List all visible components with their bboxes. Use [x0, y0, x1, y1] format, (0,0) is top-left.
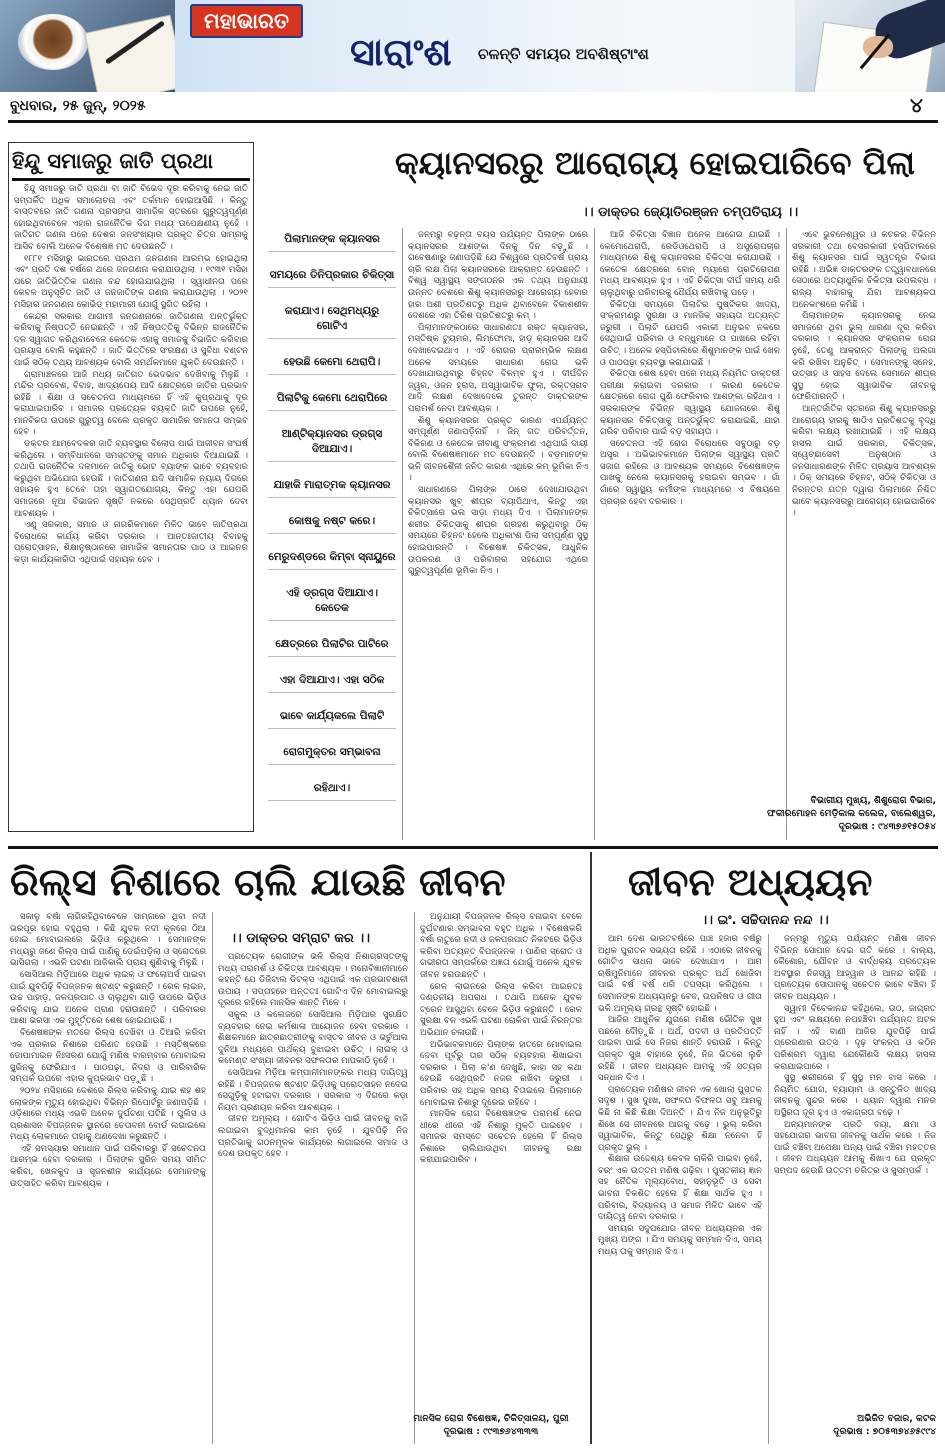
paragraph: ସଚେତନତା ଏହି ରୋଗ ବିରୋଧରେ ସବୁଠାରୁ ବଡ଼ ଅସ୍ତ୍ର । ଅଭିଭାବକମାନେ ପିଲାଙ୍କ ସ୍ୱାସ୍ଥ୍ୟ ପ୍ରତି ସଜାଗ ରହିଲେ ଓ ଆବଶ୍ୟକ ସମୟରେ ବିଶେଷଜ୍ଞଙ୍କ ପାଖକୁ ନେଲେ କ୍ୟାନସରକୁ ହରାଇବା ସମ୍ଭବ । ଗାଁ ଗାଁରେ ସ୍ୱାସ୍ଥ୍ୟ କର୍ମୀଙ୍କ ମାଧ୍ୟମରେ ଏ ବିଷୟରେ ପ୍ରଚାର ହେବା ଦରକାର ।	[600, 438, 780, 507]
pull-quote-line: ରୋଗମୁକ୍ତର ସମ୍ଭାବନା	[268, 741, 396, 765]
article-cancer-byline: ।। ଡାକ୍ତର ଜ୍ୟୋତିରଞ୍ଜନ ଚମ୍ପତିରାୟ ।।	[581, 205, 799, 220]
article-cancer-signature	[640, 794, 936, 833]
article-drugs-signature	[400, 1412, 582, 1438]
signature-line: ଫକୀରମୋହନ ମେଡ଼ିକାଲ କଲେଜ, ବାଲେଶ୍ୱର,	[767, 808, 936, 819]
paragraph: ୨୦୨୪ ମସିହାରେ ଦେଶରେ ରିଲ୍ସ କରିବାକୁ ଯାଇ ଶହ ଶହ ଲୋକଙ୍କ ମୃତ୍ୟୁ ହୋଇଥିବା ବିଭିନ୍ନ ରିପୋର୍ଟରୁ ଜଣାପଡ଼ିଛି । ଓଡ଼ିଶାରେ ମଧ୍ୟ ଏଭଳି ଅନେକ ଦୁର୍ଘଟଣା ଘଟିଛି । ପୁଲିସ ଓ ପ୍ରଶାସନ ବିପଜ୍ଜନକ ସ୍ଥାନରେ ଚେତାବନୀ ବୋର୍ଡ ଲଗାଇଲେ ମଧ୍ୟ ଲୋକମାନେ ତାହାକୁ ଅଣଦେଖା କରୁଛନ୍ତି ।	[10, 1085, 206, 1143]
paragraph: ଶିଶୁ କ୍ୟାନସରର ପ୍ରକୃତ କାରଣ ଏପର୍ଯ୍ୟନ୍ତ ସମ୍ପୂର୍ଣ୍ଣ ଜଣାପଡ଼ିନାହିଁ । ଜିନ୍ ଗତ ପରିବର୍ତ୍ତନ, ବିକିରଣ ଓ କେତେକ ଜୀବାଣୁ ସଂକ୍ରମଣ ଏଥିପାଇଁ ଦାୟୀ ବୋଲି ବିଶେଷଜ୍ଞମାନେ ମତ ଦେଉଛନ୍ତି । ବଡ଼ମାନଙ୍କ ଭଳି ଜୀବନଶୈଳୀ ଜନିତ କାରଣ ଏଥିରେ କମ୍ ଭୂମିକା ନିଏ ।	[408, 415, 588, 484]
column-divider	[212, 912, 213, 1444]
page-number: ୪	[910, 93, 923, 117]
paragraph: ସୋସିଆଲ ମିଡ଼ିଆ କମ୍ପାନୀମାନଙ୍କର ମଧ୍ୟ ଦାୟିତ୍ୱ ରହିଛି । ବିପଜ୍ଜନକ ଷ୍ଟଣ୍ଟ ଭିଡ଼ିଓକୁ ପ୍ରୋତ୍ସାହନ ନଦେଇ ସେଗୁଡ଼ିକୁ ହଟାଇବା ଦରକାର । ସରକାର ଏ ଦିଗରେ କଡ଼ା ନିୟମ ପ୍ରଣୟନ କରିବା ଆବଶ୍ୟକ ।	[218, 1067, 408, 1113]
paragraph: ଅନ୍ୟମାନଙ୍କ ପ୍ରତି ଦୟା, କ୍ଷମା ଓ ସହଯୋଗର ଭାବନା ଜୀବନକୁ ସାର୍ଥକ କରେ । ନିଜ ପାଇଁ ବଞ୍ଚିବା ଅପେକ୍ଷା ଅନ୍ୟ ପାଇଁ ବଞ୍ଚିବା ମହତ୍ତର । ଜୀବନ ଅଧ୍ୟୟନ ଆମକୁ ଶିଖାଏ ଯେ ପ୍ରକୃତ ସମ୍ପଦ ହେଉଛି ଉତ୍ତମ ଚରିତ୍ର ଓ ସୁସମ୍ପର୍କ ।	[774, 1119, 936, 1176]
article-cancer-col3	[792, 230, 936, 790]
paragraph: ସ୍ୱାମୀ ବିବେକାନନ୍ଦ କହିଥିଲେ, ଉଠ, ଜାଗ୍ରତ ହୁଅ ଏବଂ ଲକ୍ଷ୍ୟରେ ନପହଞ୍ଚିବା ପର୍ଯ୍ୟନ୍ତ ଅଟକ ନାହିଁ । ଏହି ବାଣୀ ଆଜିର ଯୁବପିଢ଼ି ପାଇଁ ପ୍ରେରଣାର ଉତ୍ସ । ଦୃଢ଼ ସଂକଳ୍ପ ଓ କଠିନ ପରିଶ୍ରମ ଦ୍ୱାରା ଯେକୌଣସି ଲକ୍ଷ୍ୟ ହାସଲ କରାଯାଇପାରେ ।	[774, 1003, 936, 1072]
paragraph: ୧୮୮୧ ମସିହାରୁ ଭାରତରେ ପ୍ରଥମ ଜନଗଣନା ଆରମ୍ଭ ହୋଇଥିଲା ଏବଂ ପ୍ରତି ଦଶ ବର୍ଷରେ ଥରେ ଜନଗଣନା କରାଯାଉଥିଲା । ୧୯୩୧ ମସିହା ପରେ ଜାତିଭିତ୍ତିକ ଗଣନା ବନ୍ଦ ହୋଇଯାଇଥିଲା । ସ୍ୱାଧୀନତା ପରେ କେବଳ ଅନୁସୂଚିତ ଜାତି ଓ ଜନଜାତିଙ୍କ ଗଣନା କରାଯାଉଥିଲା । ୨୦୨୧ ମସିହାର ଜନଗଣନା କୋଭିଡ୍ ମହାମାରୀ ଯୋଗୁଁ ସ୍ଥଗିତ ରହିଲା ।	[14, 253, 248, 310]
article-left-headline: ହିନ୍ଦୁ ସମାଜରୁ ଜାତି ପ୍ରଥା	[12, 148, 214, 173]
paragraph: ସମୟର ସଦୁପଯୋଗ ଜୀବନ ଅଧ୍ୟୟନର ଏକ ମୁଖ୍ୟ ଅଙ୍ଗ । ଯିଏ ସମୟକୁ ସମ୍ମାନ ଦିଏ, ସମୟ ମଧ୍ୟ ତାକୁ ସମ୍ମାନ ଦିଏ ।	[598, 1223, 762, 1258]
signature-line: ବିଭାଗୀୟ ମୁଖ୍ୟ, ଶିଶୁରୋଗ ବିଭାଗ,	[810, 795, 936, 806]
paragraph: ସାଧାରଣରେ ପିଲାଙ୍କ ଠାରେ ଦେଖାଯାଉଥିବା କ୍ୟାନସର ଖୁବ୍ ଶୀଘ୍ର ବ୍ୟାପିଥାଏ, କିନ୍ତୁ ଏହା ଚିକିତ୍ସାରେ ଭଲ ସାଡ଼ା ମଧ୍ୟ ଦିଏ । ପିଲାମାନଙ୍କ ଶରୀର ଚିକିତ୍ସାକୁ ଶୀଘ୍ର ଗ୍ରହଣ କରୁଥିବାରୁ ଠିକ୍ ସମୟରେ ଚିହ୍ନଟ ହେଲେ ଅଧିକାଂଶ ପିଲା ସମ୍ପୂର୍ଣ୍ଣ ସୁସ୍ଥ ହୋଇପାରନ୍ତି । ବିଶେଷଜ୍ଞ ଚିକିତ୍ସକ, ଆଧୁନିକ ଉପକରଣ ଓ ପରିବାରର ସହଯୋଗ ଏଥିରେ ଗୁରୁତ୍ୱପୂର୍ଣ୍ଣ ଭୂମିକା ନିଏ ।	[408, 485, 588, 577]
pull-quote-line: ପିଲାମାନଙ୍କ କ୍ୟାନସର	[268, 228, 396, 252]
pull-quote-line: ରହିଥାଏ।	[268, 777, 396, 801]
paragraph: ଡକ୍ଟର ଆମ୍ବେଦକର ଜାତି ବ୍ୟବସ୍ଥାର ବିଲୋପ ପାଇଁ ଆଜୀବନ ସଂଘର୍ଷ କରିଥିଲେ । ସମ୍ବିଧାନରେ ସମସ୍ତଙ୍କୁ ସମାନ ଅଧିକାର ଦିଆଯାଇଛି । ତଥାପି ରାଜନୈତିକ ଦଳମାନେ ଜାତିକୁ ଭୋଟ ବ୍ୟାଙ୍କ ଭାବେ ବ୍ୟବହାର କରୁଥିବା ଅଭିଯୋଗ ହେଉଛି । ଜାତିଗଣନା ଯଦି ସାମାଜିକ ନ୍ୟାୟ ଦିଗରେ ସହାୟକ ହୁଏ ତେବେ ତାହା ସ୍ୱାଗତଯୋଗ୍ୟ, କିନ୍ତୁ ଏହା ଯେପରି ସମାଜରେ ନୂଆ ବିଭାଜନ ସୃଷ୍ଟି ନକରେ ସେଥିପ୍ରତି ଧ୍ୟାନ ଦେବା ଆବଶ୍ୟକ ।	[14, 439, 248, 519]
paragraph: ହିନ୍ଦୁ ସମାଜରୁ ଜାତି ପ୍ରଥା ବା ଜାତି ବିଭେଦ ଦୂର କରିବାକୁ ନେଇ ଜାତି ସମ୍ପର୍କିତ ଅଧିକ ସମାଲୋଚନା ଏବଂ ତର୍କମାନ ହୋଇଆସିଛି । କିନ୍ତୁ ବାସ୍ତବରେ ଜାତି ଗଣନା ପ୍ରସଙ୍ଗ ସାମାଜିକ ସ୍ତରରେ ଗୁରୁତ୍ୱପୂର୍ଣ୍ଣ ହୋଇଥିବାବେଳେ ଏହାର ରାଜନୈତିକ ଦିଗ ମଧ୍ୟ ଉପେକ୍ଷଣୀୟ ନୁହେଁ । ଜାତିଗତ ଗଣନା ପରେ ଦେଶର ଜନସଂଖ୍ୟାର ପ୍ରକୃତ ଚିତ୍ର ସାମ୍ନାକୁ ଆସିବ ବୋଲି ଅନେକ ବିଶେଷଜ୍ଞ ମତ ଦେଉଛନ୍ତି ।	[14, 184, 248, 252]
paragraph: ସକାଳୁ ବର୍ଷା ଲାଗିରହିଥିବାବେଳେ ସାମ୍ନାରେ ଥିବା ନଦୀ ଭରପୂର ହୋଇ ବହୁଥିଲା । କିଛି ଯୁବକ ନଦୀ କୂଳରେ ଠିଆ ହୋଇ ମୋବାଇଲରେ ଭିଡ଼ିଓ କରୁଥିଲେ । ସେମାନଙ୍କ ମଧ୍ୟରୁ ଜଣେ ରିଲ୍ସ ପାଇଁ ପାଣିକୁ ଡେଇଁପଡ଼ିଲା ଓ ସ୍ରୋତରେ ଭାସିଗଲା । ଏଭଳି ଘଟଣା ଆଜିକାଲି ପ୍ରାୟ ଶୁଣିବାକୁ ମିଳୁଛି ।	[10, 912, 206, 969]
headline-underline	[12, 178, 250, 181]
pull-quote-line: ମେରୁଦଣ୍ଡରେ କିମ୍ବା ସ୍ନାୟୁରେ	[268, 546, 396, 570]
paragraph: ପ୍ରତ୍ୟେକ ମଣିଷର ଜୀବନ ଏକ ଖୋଲା ପୁସ୍ତକ ସଦୃଶ । ସୁଖ ଦୁଃଖ, ସଫଳତା ବିଫଳତା ସବୁ ଆମକୁ କିଛି ନା କିଛି ଶିକ୍ଷା ଦିଅନ୍ତି । ଯିଏ ନିଜ ଅନୁଭୂତିରୁ ଶିଖେ ସେ ଜୀବନରେ ଆଗକୁ ବଢ଼େ । ଭୁଲ୍ କରିବା ସ୍ୱାଭାବିକ, କିନ୍ତୁ ସେଥିରୁ ଶିକ୍ଷା ନନେବା ହିଁ ପ୍ରକୃତ ଭୁଲ୍ ।	[598, 1084, 762, 1153]
signature-line: ଦୂରଭାଷ : ୭୦୫୩୭୪୬୫୯୯୪	[833, 1426, 936, 1437]
article-life-byline: ।। ଇଂ. ସଚ୍ଚିଦାନନ୍ଦ ନନ୍ଦ ।।	[701, 913, 829, 928]
pull-quote-line: ଏହା ଦିଆଯାଏ। ଏହା ସଠିକ	[268, 669, 396, 693]
article-drugs-col1	[10, 912, 206, 1444]
column-divider	[414, 912, 415, 1444]
header-divider	[8, 120, 938, 123]
article-drugs-col3	[420, 912, 582, 1406]
pull-quote-line: ଆଣ୍ଟିକ୍ୟାନସର ଡ୍ରଗ୍ସ ଦିଆଯାଏ।	[268, 423, 396, 462]
article-left-body	[14, 184, 248, 826]
article-cancer-col2	[600, 230, 780, 840]
section-divider	[8, 846, 938, 849]
pull-quote	[268, 228, 396, 813]
paragraph: ବିଶେଷଜ୍ଞଙ୍କ ମତରେ ରିଲ୍ସ ଦେଖିବା ଓ ତିଆରି କରିବା ଏକ ପ୍ରକାର ନିଶାରେ ପରିଣତ ହେଉଛି । ମସ୍ତିଷ୍କରେ ଡୋପାମାଇନ ନିଃସରଣ ଯୋଗୁଁ ମଣିଷ ବାରମ୍ବାର ମୋବାଇଲ ସ୍କ୍ରିନକୁ ଫେରିଯାଏ । ପାଠପଢ଼ା, ନିଦ୍ରା ଓ ପାରିବାରିକ ସମ୍ପର୍କ ଉପରେ ଏହାର କୁପ୍ରଭାବ ପଡ଼ୁଛି ।	[10, 1027, 206, 1085]
coffee-notebook-photo	[0, 0, 175, 92]
paragraph: ଅଭିଭାବକମାନେ ପିଲାଙ୍କ ହାତରେ ମୋବାଇଲ ଦେବା ପୂର୍ବରୁ ତାର ସଠିକ୍ ବ୍ୟବହାର ଶିଖାଇବା ଦରକାର । ପିଲା କ'ଣ ଦେଖୁଛି, କାହା ସହ କଥା ହେଉଛି ସେଥିପ୍ରତି ନଜର ରଖିବା ଜରୁରୀ । ପରିବାର ସହ ଅଧିକ ସମୟ ବିତାଇଲେ ପିଲାମାନେ ମୋବାଇଲ ନିଶାରୁ ଦୂରେଇ ରହିବେ ।	[420, 1039, 582, 1108]
paragraph: ଜୀବନ ଅମୂଲ୍ୟ । ଗୋଟିଏ ଭିଡ଼ିଓ ପାଇଁ ଜୀବନକୁ ବାଜି ଲଗାଇବା ବୁଦ୍ଧିମାନର କାମ ନୁହେଁ । ଯୁବପିଢ଼ି ନିଜ ପ୍ରତିଭାକୁ ଗଠନମୂଳକ କାର୍ଯ୍ୟରେ ଲଗାଇଲେ ସମାଜ ଓ ଦେଶ ଉପକୃତ ହେବ ।	[218, 1114, 408, 1160]
signature-line: ଦୂରଭାଷ : ୯୪୩୭୬୧୫୦୫୪	[838, 821, 936, 832]
pull-quote-line: କୋଷକୁ ନଷ୍ଟ କରେ।	[268, 510, 396, 534]
publication-date: ବୁଧବାର, ୨୫ ଜୁନ୍, ୨୦୨୫	[10, 98, 146, 114]
article-drugs-byline: ।। ଡାକ୍ତର ସମ୍ରାଟ କର ।।	[230, 931, 370, 946]
paragraph: ସ୍କୁଲ ଓ କଲେଜରେ ସୋସିଆଲ ମିଡ଼ିଆର ସୁରକ୍ଷିତ ବ୍ୟବହାର ନେଇ କର୍ମଶାଳା ଆୟୋଜନ ହେବା ଦରକାର । ଶିକ୍ଷକମାନେ ଛାତ୍ରଛାତ୍ରୀଙ୍କୁ ବାସ୍ତବ ଜୀବନ ଓ ଭର୍ଚୁଆଲ ଦୁନିଆ ମଧ୍ୟରେ ପାର୍ଥକ୍ୟ ବୁଝାଇବା ଉଚିତ୍ । ଲାଇକ୍ ଓ କମେଣ୍ଟ ସଂଖ୍ୟା ଜୀବନର ସଫଳତାର ମାପକାଠି ନୁହେଁ ।	[218, 1009, 408, 1067]
article-cancer-headline: କ୍ୟାନସରରୁ ଆରୋଗ୍ୟ ହୋଇପାରିବେ ପିଲା	[395, 144, 915, 182]
pull-quote-line: ଭାବେ କାର୍ଯ୍ୟକଲେ ପିଲାଟି	[268, 705, 396, 729]
paragraph: ଆଜି ଚିକିତ୍ସା ବିଜ୍ଞାନ ଅନେକ ଆଗେଇ ଯାଇଛି । କେମୋଥେରାପି, ରେଡିଓଥେରାପି ଓ ଅସ୍ତ୍ରୋପଚାର ମାଧ୍ୟମରେ ଶିଶୁ କ୍ୟାନସରର ଚିକିତ୍ସା କରାଯାଉଛି । କେତେକ କ୍ଷେତ୍ରରେ ବୋନ୍ ମ୍ୟାରୋ ପ୍ରତିରୋପଣ ମଧ୍ୟ ଆବଶ୍ୟକ ହୁଏ । ଏହି ଚିକିତ୍ସା ଦୀର୍ଘ ସମୟ ଧରି ଚାଲୁଥିବାରୁ ପରିବାରକୁ ଧୈର୍ଯ୍ୟ ରଖିବାକୁ ପଡ଼େ ।	[600, 230, 780, 298]
article-cancer-col1	[408, 230, 588, 840]
article-divider	[590, 852, 592, 1444]
paragraph: ଏଣୁ ସରକାର, ସମାଜ ଓ ନାଗରିକମାନେ ମିଳିତ ଭାବେ ଜାତିପ୍ରଥା ବିରୋଧରେ କାର୍ଯ୍ୟ କରିବା ଦରକାର । ଆନ୍ତଃଜାତୀୟ ବିବାହକୁ ପ୍ରୋତ୍ସାହନ, ଶିକ୍ଷାନୁଷ୍ଠାନରେ ସାମାଜିକ ସମାନତାର ପାଠ ଓ ଆଇନର କଡ଼ା କାର୍ଯ୍ୟକାରିତା ଏଥିପାଇଁ ସହାୟକ ହେବ ।	[14, 520, 248, 565]
paragraph: ପ୍ରତ୍ୟେକ ରୋଗୀଙ୍କ ଭଳି ରିଲ୍ସ ନିଶାଗ୍ରସ୍ତଙ୍କୁ ମଧ୍ୟ ପରାମର୍ଶ ଓ ଚିକିତ୍ସା ଆବଶ୍ୟକ । ମନୋବିଜ୍ଞାନୀମାନେ କହନ୍ତି ଯେ ଡିଜିଟାଲ ଡିଟକ୍ସ ଏଥିପାଇଁ ଏକ ପ୍ରଭାବଶାଳୀ ଉପାୟ । ସପ୍ତାହରେ ଅନ୍ତତଃ ଗୋଟିଏ ଦିନ ମୋବାଇଲରୁ ଦୂରରେ ରହିଲେ ମାନସିକ ଶାନ୍ତି ମିଳେ ।	[218, 952, 408, 1009]
notepad-icon	[85, 16, 175, 92]
paragraph: ଅନୁଯାୟୀ ବିପଜ୍ଜନକ ରିଲ୍ସ ବନାଇବା ବେଳେ ଦୁର୍ଘଟଣାର ସମ୍ଭାବନା ବହୁତ ଅଧିକ । ବିଶେଷକରି ବର୍ଷା ଋତୁରେ ନଦୀ ଓ ଜଳପ୍ରପାତ ନିକଟରେ ଭିଡ଼ିଓ କରିବା ଅତ୍ୟନ୍ତ ବିପଜ୍ଜନକ । ପାଣିର ସ୍ରୋତ ଓ ଗଭୀରତା ସମ୍ପର୍କରେ ଅଜ୍ଞତା ଯୋଗୁଁ ଅନେକ ଯୁବକ ଜୀବନ ହରାଉଛନ୍ତି ।	[420, 912, 582, 980]
paragraph: ଆଜିର ଆଧୁନିକ ଯୁଗରେ ମଣିଷ ଭୌତିକ ସୁଖ ପଛରେ ଦୌଡ଼ୁଛି । ଅର୍ଥ, ପଦବୀ ଓ ପ୍ରତିପତ୍ତି ପାଇବା ପାଇଁ ସେ ନିଜର ଶାନ୍ତି ହରାଉଛି । କିନ୍ତୁ ପ୍ରକୃତ ସୁଖ ବାହାରେ ନୁହେଁ, ନିଜ ଭିତରେ ଲୁଚି ରହିଛି । ଜୀବନ ଅଧ୍ୟୟନ ଆମକୁ ଏହି ସତ୍ୟର ସନ୍ଧାନ ଦିଏ ।	[598, 1015, 762, 1084]
paragraph: ଏବେ ଭୁବନେଶ୍ୱର ଓ କଟକର ବିଭିନ୍ନ ସରକାରୀ ତଥା ବେସରକାରୀ ହସ୍ପିଟାଲରେ ଶିଶୁ କ୍ୟାନସର ପାଇଁ ସ୍ୱତନ୍ତ୍ର ବିଭାଗ ରହିଛି । ଅଭିଜ୍ଞ ଡାକ୍ତରଙ୍କ ତତ୍ତ୍ୱାବଧାନରେ ସେଠାରେ ଅତ୍ୟାଧୁନିକ ଚିକିତ୍ସା ଉପଲବ୍ଧ । ରାଜ୍ୟ ବାହାରକୁ ଯିବା ଆବଶ୍ୟକତା ଅନେକାଂଶରେ କମିଛି ।	[792, 230, 936, 310]
pull-quote-line: ପିଲାଟିକୁ କେମୋ ଥେରାପିରେ	[268, 387, 396, 411]
pull-quote-line: ହେଉଛି କେମୋ ଥେରାପି।	[268, 351, 396, 375]
article-life-col1	[598, 934, 762, 1444]
paragraph: ପିଲାମାନଙ୍କଠାରେ ସାଧାରଣତଃ ରକ୍ତ କ୍ୟାନସର, ମସ୍ତିଷ୍କ ଟ୍ୟୁମର, ଲିମ୍ଫୋମା, ହାଡ଼ କ୍ୟାନସର ଆଦି ଦେଖାଦେଇଥାଏ । ଏହି ରୋଗର ପ୍ରାରମ୍ଭିକ ଲକ୍ଷଣ ଅନେକ ସମୟରେ ସାଧାରଣ ରୋଗ ଭଳି ଦେଖାଯାଉଥିବାରୁ ଚିହ୍ନଟ ବିଳମ୍ବ ହୁଏ । ଦୀର୍ଘଦିନ ଜ୍ୱର, ଓଜନ ହ୍ରାସ, ଅସ୍ୱାଭାବିକ ଫୁଲା, ରକ୍ତସ୍ରାବ ଆଦି ଲକ୍ଷଣ ଦେଖାଦେଲେ ତୁରନ୍ତ ଡାକ୍ତରଙ୍କ ପରାମର୍ଶ ନେବା ଆବଶ୍ୟକ ।	[408, 322, 588, 414]
paragraph: ଶିକ୍ଷାର ଉଦ୍ଦେଶ୍ୟ କେବଳ ଚାକିରି ପାଇବା ନୁହେଁ, ବରଂ ଏକ ଉତ୍ତମ ମଣିଷ ଗଢ଼ିବା । ପୁସ୍ତକୀୟ ଜ୍ଞାନ ସହ ନୈତିକ ମୂଲ୍ୟବୋଧ, ସହାନୁଭୂତି ଓ ସେବା ଭାବନା ବିକଶିତ ହେଲେ ହିଁ ଶିକ୍ଷା ସାର୍ଥକ ହୁଏ । ପରିବାର, ବିଦ୍ୟାଳୟ ଓ ସମାଜ ମିଳିତ ଭାବେ ଏହି ଦାୟିତ୍ୱ ନେବା ଦରକାର ।	[598, 1154, 762, 1223]
paragraph: ଆମ ଦେଶ ଭାରତବର୍ଷରେ ପାଞ୍ଚ ହଜାର ବର୍ଷରୁ ଅଧିକ ପୁରାତନ ସଭ୍ୟତା ରହିଛି । ଏଠାରେ ଜୀବନକୁ ଗୋଟିଏ ସାଧନା ଭାବେ ଦେଖାଯାଏ । ଆମ ଋଷିମୁନିମାନେ ଜୀବନର ପ୍ରକୃତ ଅର୍ଥ ଖୋଜିବା ପାଇଁ ବର୍ଷ ବର୍ଷ ଧରି ତପସ୍ୟା କରିଥିଲେ । ସେମାନଙ୍କ ଅଧ୍ୟୟନରୁ ବେଦ, ଉପନିଷଦ ଓ ଗୀତା ଭଳି ଅମୂଲ୍ୟ ଗ୍ରନ୍ଥ ସୃଷ୍ଟି ହୋଇଛି ।	[598, 934, 762, 1014]
newspaper-logo: ମହାଭାରତ	[190, 4, 303, 38]
paragraph: ସୁସ୍ଥ ଶରୀରରେ ହିଁ ସୁସ୍ଥ ମନ ବାସ କରେ । ନିୟମିତ ଯୋଗ, ବ୍ୟାୟାମ ଓ ସନ୍ତୁଳିତ ଖାଦ୍ୟ ଜୀବନକୁ ସୁନ୍ଦର କରେ । ଧ୍ୟାନ ଦ୍ୱାରା ମନର ଅସ୍ଥିରତା ଦୂର ହୁଏ ଓ ଏକାଗ୍ରତା ବଢ଼େ ।	[774, 1073, 936, 1118]
paragraph: ସୋସିଆଲ ମିଡ଼ିଆରେ ଅଧିକ ଲାଇକ୍ ଓ ଫଲୋଅର୍ସ ପାଇବା ପାଇଁ ଯୁବପିଢ଼ି ବିପଜ୍ଜନକ ଷ୍ଟଣ୍ଟ କରୁଛନ୍ତି । ରେଳ ଲାଇନ, ଉଚ୍ଚ ପାହାଡ଼, ଜଳପ୍ରପାତ ଓ ଚାଲୁଥିବା ଗାଡ଼ି ଉପରେ ଭିଡ଼ିଓ କରିବାକୁ ଯାଇ ଅନେକ ପ୍ରାଣ ହରାଉଛନ୍ତି । ପରିବାରର ଆଶା ଭରସା ଏକ ମୁହୂର୍ତ୍ତରେ ଶେଷ ହୋଇଯାଉଛି ।	[10, 969, 206, 1027]
column-divider	[786, 228, 787, 840]
article-life-headline: ଜୀବନ ଅଧ୍ୟୟନ	[628, 859, 873, 904]
section-tagline: ଚଳନ୍ତି ସମୟର ଅବଶିଷ୍ଟାଂଶ	[478, 45, 649, 63]
paragraph: ଜନ୍ମରୁ ବଢ଼ନ୍ତା ବୟସ ପର୍ଯ୍ୟନ୍ତ ପିଲାଙ୍କ ଠାରେ କ୍ୟାନସରର ଆଶଙ୍କା ଦିନକୁ ଦିନ ବଢ଼ୁଛି । ଗବେଷଣାରୁ ଜଣାପଡ଼ିଛି ଯେ ବିଶ୍ୱରେ ପ୍ରତିବର୍ଷ ପ୍ରାୟ ଚାରି ଲକ୍ଷ ପିଲା କ୍ୟାନସରରେ ଆକ୍ରାନ୍ତ ହେଉଛନ୍ତି । ବିଶ୍ୱ ସ୍ୱାସ୍ଥ୍ୟ ସଙ୍ଗଠନର ଏକ ତଥ୍ୟ ଅନୁଯାୟୀ ଉନ୍ନତ ଦେଶରେ ଶିଶୁ କ୍ୟାନସରରୁ ଆରୋଗ୍ୟ ହେବାର ହାର ଅଶୀ ପ୍ରତିଶତରୁ ଅଧିକ ଥିବାବେଳେ ବିକାଶଶୀଳ ଦେଶରେ ଏହା ତିରିଶ ପ୍ରତିଶତରୁ କମ୍ ।	[408, 230, 588, 322]
paragraph: ମାନସିକ ରୋଗ ବିଶେଷଜ୍ଞଙ୍କ ପରାମର୍ଶ ନେଇ ଧୀରେ ଧୀରେ ଏହି ନିଶାରୁ ମୁକ୍ତି ପାଇହେବ । ସମାଜର ସମସ୍ତେ ସଚେତନ ହେଲେ ହିଁ ରିଲ୍ସ ନିଶାରେ ଚାଲିଯାଉଥିବା ଜୀବନକୁ ରକ୍ଷା କରାଯାଇପାରିବ ।	[420, 1109, 582, 1166]
column-divider	[402, 228, 403, 840]
paragraph: ଚିକିତ୍ସା ଶେଷ ହେବା ପରେ ମଧ୍ୟ ନିୟମିତ ଡାକ୍ତରୀ ପରୀକ୍ଷା କରାଇବା ଦରକାର । କାରଣ କେତେକ କ୍ଷେତ୍ରରେ ରୋଗ ପୁଣି ଫେରିବାର ଆଶଙ୍କା ରହିଥାଏ । ସରକାରଙ୍କ ବିଭିନ୍ନ ସ୍ୱାସ୍ଥ୍ୟ ଯୋଜନାରେ ଶିଶୁ କ୍ୟାନସର ଚିକିତ୍ସାକୁ ଅନ୍ତର୍ଭୁକ୍ତ କରାଯାଇଛି, ଯାହା ଗରିବ ପରିବାର ପାଇଁ ବଡ଼ ସହାୟତା ।	[600, 369, 780, 438]
article-drugs-col2	[218, 952, 408, 1444]
paragraph: ଜନ୍ମରୁ ମୃତ୍ୟୁ ପର୍ଯ୍ୟନ୍ତ ମଣିଷ ଜୀବନ ବିଭିନ୍ନ ସୋପାନ ଦେଇ ଗତି କରେ । ବାଲ୍ୟ, କୈଶୋର, ଯୌବନ ଓ ବାର୍ଦ୍ଧକ୍ୟ ପ୍ରତ୍ୟେକ ଅବସ୍ଥାର ନିଜସ୍ୱ ଆହ୍ୱାନ ଓ ଆନନ୍ଦ ରହିଛି । ପ୍ରତ୍ୟେକ ସୋପାନକୁ ସଚେତନ ଭାବେ ବଞ୍ଚିବା ହିଁ ଜୀବନ ଅଧ୍ୟୟନ ।	[774, 934, 936, 1002]
paragraph: ଏହି ସମସ୍ୟାର ସମାଧାନ ପାଇଁ ପରିବାରରୁ ହିଁ ସଚେତନତା ଆରମ୍ଭ ହେବା ଦରକାର । ପିଲାଙ୍କ ସ୍କ୍ରିନ ସମୟ ସୀମିତ କରିବା, ଖେଳକୁଦ ଓ ସୃଜନଶୀଳ କାର୍ଯ୍ୟରେ ସେମାନଙ୍କୁ ଉତ୍ସାହିତ କରିବା ଆବଶ୍ୟକ ।	[10, 1143, 206, 1189]
section-title: ସାରାଂଶ	[350, 29, 452, 74]
pull-quote-line: ଏହି ଡ୍ରଗ୍ସ ଦିଆଯାଏ। କେତେକ	[268, 582, 396, 621]
signature-line: ମାନସିକ ରୋଗ ବିଶେଷଜ୍ଞ, ଚିକିତ୍ସାଳୟ, ପୁରୀ	[413, 1413, 569, 1424]
paragraph: ଚିକିତ୍ସା ସମୟରେ ପିଲାଟିର ପୁଷ୍ଟିକର ଖାଦ୍ୟ, ସଂକ୍ରମଣରୁ ସୁରକ୍ଷା ଓ ମାନସିକ ସହାୟତା ଅତ୍ୟନ୍ତ ଜରୁରୀ । ପିଲାଟି ଯେପରି ଏକାକୀ ଅନୁଭବ ନକରେ ସେଥିପାଇଁ ପରିବାର ଓ ବନ୍ଧୁମାନେ ତା ପାଖରେ ରହିବା ଉଚିତ୍ । ଅନେକ ହସ୍ପିଟାଲରେ ଶିଶୁମାନଙ୍କ ପାଇଁ ଖେଳ ଓ ପାଠପଢ଼ା ବ୍ୟବସ୍ଥା କରାଯାଇଛି ।	[600, 299, 780, 368]
pull-quote-line: ସମୟରେ ତିନିପ୍ରକାର ଚିକିତ୍ସା	[268, 264, 396, 288]
pull-quote-line: ଯାହାକି ମାରାତ୍ମକ କ୍ୟାନସର	[268, 474, 396, 498]
paragraph: କେନ୍ଦ୍ର ସରକାର ଆଗାମୀ ଜନଗଣନାରେ ଜାତିଗଣନା ଅନ୍ତର୍ଭୁକ୍ତ କରିବାକୁ ନିଷ୍ପତ୍ତି ନେଇଛନ୍ତି । ଏହି ନିଷ୍ପତ୍ତିକୁ ବିଭିନ୍ନ ରାଜନୈତିକ ଦଳ ସ୍ୱାଗତ କରିଥିବାବେଳେ କେତେକ ଏହାକୁ ସମାଜକୁ ବିଭାଜିତ କରିବାର ପ୍ରୟାସ ବୋଲି କହୁଛନ୍ତି । ଜାତି ଭିତ୍ତିରେ ସଂରକ୍ଷଣ ଓ ସୁବିଧା ବଣ୍ଟନ ପାଇଁ ସଠିକ୍ ତଥ୍ୟ ଆବଶ୍ୟକ ବୋଲି ସମର୍ଥକମାନେ ଯୁକ୍ତି ଦେଉଛନ୍ତି ।	[14, 311, 248, 368]
paragraph: ଗ୍ରାମାଞ୍ଚଳରେ ଆଜି ମଧ୍ୟ ଜାତିଗତ ଭେଦଭାବ ଦେଖିବାକୁ ମିଳୁଛି । ମନ୍ଦିର ପ୍ରବେଶ, ବିବାହ, ଖାଦ୍ୟପେୟ ଆଦି କ୍ଷେତ୍ରରେ ଜାତିର ପ୍ରଭାବ ରହିଛି । ଶିକ୍ଷା ଓ ସଚେତନତା ମାଧ୍ୟମରେ ହିଁ ଏହି କୁପ୍ରଥାକୁ ଦୂର କରାଯାଇପାରିବ । ସମାଜର ପ୍ରତ୍ୟେକ ବ୍ୟକ୍ତି ଜାତି ଉପରେ ନୁହେଁ, ମାନବିକତା ଉପରେ ଗୁରୁତ୍ୱ ଦେଲେ ପ୍ରକୃତ ସାମାଜିକ ସମାନତା ସମ୍ଭବ ହେବ ।	[14, 369, 248, 438]
pull-quote-line: କ୍ଷେତ୍ରରେ ପିଲାଟିର ପାଟିରେ	[268, 633, 396, 657]
paragraph: ଆନ୍ତର୍ଜାତିକ ସ୍ତରରେ ଶିଶୁ କ୍ୟାନସରରୁ ଆରୋଗ୍ୟ ହାରକୁ ଷାଠିଏ ପ୍ରତିଶତକୁ ବୃଦ୍ଧି କରିବା ଲକ୍ଷ୍ୟ ରଖାଯାଇଛି । ଏହି ଲକ୍ଷ୍ୟ ହାସଲ ପାଇଁ ସରକାର, ଚିକିତ୍ସକ, ସ୍ୱେଚ୍ଛାସେବୀ ଅନୁଷ୍ଠାନ ଓ ଜନସାଧାରଣଙ୍କ ମିଳିତ ପ୍ରୟାସ ଆବଶ୍ୟକ । ଠିକ୍ ସମୟରେ ଚିହ୍ନଟ, ସଠିକ୍ ଚିକିତ୍ସା ଓ ନିରନ୍ତର ଯତ୍ନ ଦ୍ୱାରା ପିଲାମାନେ ନିଶ୍ଚିତ ଭାବେ କ୍ୟାନସରରୁ ଆରୋଗ୍ୟ ହୋଇପାରିବେ ।	[792, 403, 936, 519]
signature-line: ଦୂରଭାଷ : ୯୯୩୭୬୪୩୩୩	[443, 1426, 539, 1437]
paragraph: ପିଲାମାନଙ୍କ କ୍ୟାନସରକୁ ନେଇ ସମାଜରେ ଥିବା ଭୁଲ୍ ଧାରଣା ଦୂର କରିବା ଦରକାର । କ୍ୟାନସର ସଂକ୍ରାମକ ରୋଗ ନୁହେଁ, ତେଣୁ ଆକ୍ରାନ୍ତ ପିଲାଙ୍କୁ ଅଲଗା କରି ରଖିବା ଅନୁଚିତ୍ । ସେମାନଙ୍କୁ ସ୍ନେହ, ଉତ୍ସାହ ଓ ସାହସ ଦେଲେ ସେମାନେ ଶୀଘ୍ର ସୁସ୍ଥ ହୋଇ ସ୍ୱାଭାବିକ ଜୀବନକୁ ଫେରିପାରନ୍ତି ।	[792, 311, 936, 403]
writing-hand-photo	[795, 0, 945, 92]
signature-line: ଅଭିଜିତ ବଜାର, କଟକ	[857, 1413, 936, 1424]
pull-quote-line: କରାଯାଏ। ସେଥିମଧ୍ୟରୁ ଗୋଟିଏ	[268, 300, 396, 339]
article-drugs-headline: ରିଲ୍ସ ନିଶାରେ ଚାଲି ଯାଉଛି ଜୀବନ	[10, 859, 506, 904]
paragraph: ରେଳ ଲାଇନରେ ରିଲ୍ସ କରିବା ଆଇନତଃ ଦଣ୍ଡନୀୟ ଅପରାଧ । ତଥାପି ଅନେକ ଯୁବକ ଟ୍ରେନ ଆସୁଥିବା ବେଳେ ଭିଡ଼ିଓ କରୁଛନ୍ତି । ରେଳ ସୁରକ୍ଷା ବଳ ଏଭଳି ଘଟଣା ରୋକିବା ପାଇଁ ନିରନ୍ତର ଅଭିଯାନ ଚଳାଉଛି ।	[420, 981, 582, 1038]
column-divider	[594, 228, 595, 840]
column-divider	[768, 934, 769, 1444]
article-life-signature	[774, 1412, 936, 1438]
coffee-cup-icon	[18, 14, 88, 70]
article-life-col2	[774, 934, 936, 1408]
